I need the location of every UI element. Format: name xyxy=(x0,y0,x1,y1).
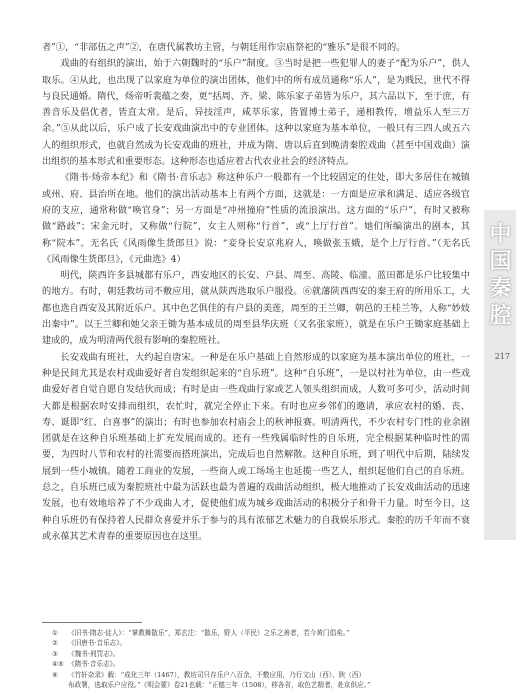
footnote-text-continued: 布政署，选取乐户应役。”《明会要》卷21也载：“正德三年（1508），移各省，取色艺精者，赴京供应。” xyxy=(68,681,371,690)
footnote-number: ⑥ xyxy=(52,670,58,679)
paragraph: 《隋书·炀帝本纪》和《隋书·音乐志》称这种乐户一般都有一个比较固定的住处，即大多居住在城镇或州、府、县治所在地。他们的演出活动基本上有两个方面，这就是：一方面是应承和满足、适应各级官府的支应，通常称做“唤官身”；另一方面是“冲州撞府”性质的流浪演出。这方面的“乐户”，有时又被称做“路歧”；宋金元时，又称做“行院”，女主人则称“行首”，或“上厅行首”。她们所编演出的剧本，其称“院本”。无名氏《风雨像生货郎旦》说：“妾身长安京兆府人，唤做张玉娥，是个上厅行首。”（无名氏《风雨像生货郎旦》，《元曲选》4） xyxy=(42,172,470,265)
footnote-rule xyxy=(42,622,142,623)
footnote xyxy=(52,628,470,638)
footnote-number: ① xyxy=(52,629,58,637)
paragraph: 戏曲的有组织的演出，始于六朝魏时的“乐户”制度。③当时是把一些犯罪人的妻子“配为乐户”，供人取乐。④从此，也出现了以家庭为单位的演出团体，他们中的所有成员通称“乐人”，是为贱民，世代不得与良民通婚。隋代，炀帝听裴蕴之奏，更“括周、齐、梁、陈乐家子弟皆为乐户，其六品以下，至于庶，有善音乐及倡优者，皆直太常。是后，异技淫声，咸萃乐家，皆置博士弟子，递相教传，增益乐人至三万余。”⑤从此以后，乐户成了长安戏曲演出中的专业团体。这种以家庭为基本单位，一般只有三四人或五六人的组织形式，也就自然成为长安戏曲的班社，并成为隋、唐以后直到晚清秦腔戏曲（甚至中国戏曲）演出组织的基本形式和重要形态。这种形态也适应着古代农业社会的经济特点。 xyxy=(42,58,470,168)
footnote-text: 《魏书·刑罚志》。 xyxy=(68,649,120,658)
footnote xyxy=(52,659,470,669)
footnote-number: ② xyxy=(52,639,58,648)
footnote-text: 《旧书·隋志·徒人》：“掌教舞散乐”，郑玄注：“散乐，野人（平民）之乐之善者，若今黄门倡矣。” xyxy=(68,629,350,637)
page-number: 217 xyxy=(494,352,510,361)
book-title-vertical: 中国秦腔 xyxy=(486,222,512,330)
footnote xyxy=(52,638,470,648)
footnote xyxy=(52,670,470,690)
footnote-text: 《竹轩杂录》载：“成化三年（1467），教坊司只存乐户八百余，不敷应用，乃行文山（西）、陕（西） xyxy=(68,670,366,679)
body-text xyxy=(42,40,470,545)
paragraph: 长安戏曲有班社，大约起自唐宋。一种是在乐户基础上自然形成的以家庭为基本演出单位的班社，一种是民间尤其是农村戏曲爱好者自发组织起来的“自乐班”。这种“自乐班”，一是以村社为单位，由一些戏曲爱好者自觉自愿自发结伙而成；有时是由一些戏曲行家或艺人领头组织而成，人数可多可少，活动时间大都是根据农时安排而组织，农忙时，就完全停止下来。有时也应乡邻们的邀请，承应农村的婚、丧、寿、诞即“红、白喜事”的演出；有时也参加农村庙会上的秋神报赛。明清两代，不少农村专门性的业余剧团就是在这种自乐班基础上扩充发展而成的。还有一些残属临时性的自乐班，完全根据某种临时性的需要，为四时八节和农村的社需要而搭班演出，完成后也自然解散。这种自乐班，到了明代中后期，陆续发展到一些小城镇。随着工商业的发展，一些商人或工场场主也延揽一些艺人，组织起他们自己的自乐班。总之，自乐班已成为秦腔班社中最为活跃也最为普遍的戏曲活动组织，极大地推动了长安戏曲活动的迅速发展，也有效地培养了不少戏曲人才，促使他们成为城乡戏曲活动的积极分子和骨干力量。时至今日，这种自乐班仍有保持着人民群众喜爱并乐于参与的具有浓郁艺术魅力的自我娱乐形式。秦腔的历千年而不衰或永葆其艺术青春的重要原因也在这里。 xyxy=(42,351,470,542)
footnote-number: ④⑤ xyxy=(52,660,64,669)
footnote-number: ③ xyxy=(52,649,58,658)
footnote xyxy=(52,649,470,659)
paragraph: 明代，陕西许多县城都有乐户，西安地区的长安、户县、周至、高陵、临潼、蓝田都是乐户比较集中的地方。有时，朝廷教坊司不敷应用，就从陕西选取乐户服役。⑥就藩陕西西安的秦王府的所用乐工，大都也选自西安及其附近乐户。其中色艺俱佳的有户县的美莲，周至的王兰卿，朝邑的王桂兰等，人称“妙妓出秦中”。以王兰卿和她父亲王锄为基本成员的周至县华庆班（又名张家班），就是在乐户王锄家庭基础上建成的，成为明清两代很有影响的秦腔班社。 xyxy=(42,270,470,347)
footnotes xyxy=(52,628,470,690)
footnote-text: 《隋书·音乐志》。 xyxy=(68,660,120,669)
paragraph: 者”①，“非部伍之声”②，在唐代属教坊主管，与朝廷用作宗庙祭祀的“雅乐”是很不同的。 xyxy=(42,42,406,53)
footnote-text: 《旧唐书·音乐志》。 xyxy=(68,639,127,648)
